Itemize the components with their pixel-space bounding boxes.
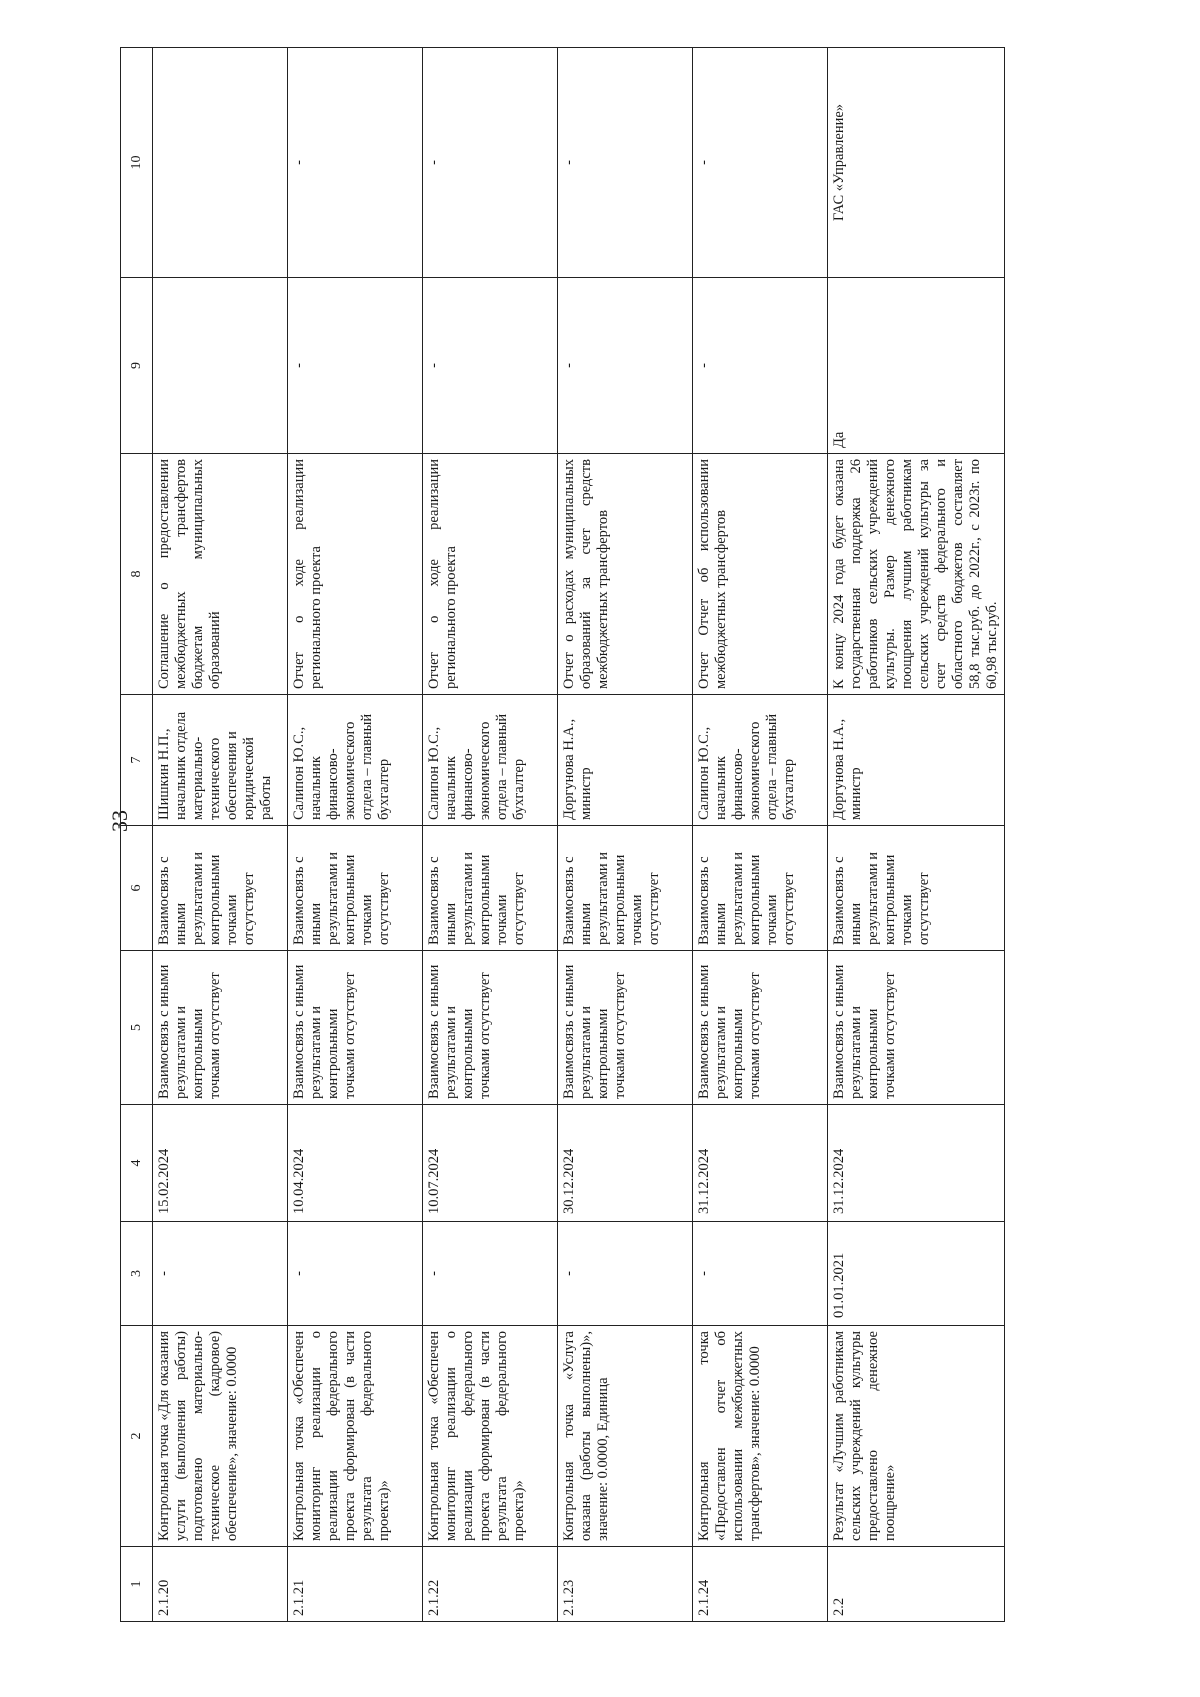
row-title: Результат «Лучшим работникам сельских учреждений культуры предоставлено денежное поощрение»: [828, 1326, 1005, 1547]
table-row: [288, 48, 423, 1622]
row-successors: Взаимосвязь с иными результатами и контрольными точками отсутствует: [558, 826, 693, 951]
row-document: Отчет о ходе реализации регионального проекта: [288, 454, 423, 695]
row-document: Отчет Отчет об использовании межбюджетных трансфертов: [693, 454, 828, 695]
row-number: 2.1.22: [423, 1547, 558, 1622]
row-successors: Взаимосвязь с иными результатами и контрольными точками отсутствует: [153, 826, 288, 951]
row-successors: Взаимосвязь с иными результатами и контрольными точками отсутствует: [423, 826, 558, 951]
row-successors: Взаимосвязь с иными результатами и контрольными точками отсутствует: [693, 826, 828, 951]
row-predecessors: Взаимосвязь с иными результатами и контрольными точками отсутствует: [288, 951, 423, 1105]
header-row: [121, 48, 153, 1622]
row-number: 2.1.21: [288, 1547, 423, 1622]
row-col10: ГАС «Управление»: [828, 48, 1005, 278]
row-col9: -: [693, 278, 828, 454]
row-base-date: -: [693, 1222, 828, 1326]
row-col9: -: [423, 278, 558, 454]
row-col10: -: [423, 48, 558, 278]
row-document: Отчет о ходе реализации регионального проекта: [423, 454, 558, 695]
row-document: К концу 2024 года будет оказана государственная поддержка 26 работников сельских учреждений культуры. Размер денежного поощрения лучшим работникам сельских учреждений культуры за счет средств федерального и областного бюджетов составляет 58,8 тыс.руб. до 2022г., с 2023г. по 60,98 тыс.руб.: [828, 454, 1005, 695]
row-title: Контрольная точка «Обеспечен мониторинг реализации о реализации федерального проекта сформирован (в части результата федерального проекта)»: [423, 1326, 558, 1547]
row-responsible: Шишкин Н.П., начальник отдела материально-технического обеспечения и юридической работы: [153, 695, 288, 826]
row-number: 2.1.24: [693, 1547, 828, 1622]
col-header-7: 7: [121, 695, 153, 826]
col-header-8: 8: [121, 454, 153, 695]
row-col9: -: [558, 278, 693, 454]
row-responsible: Салипон Ю.С., начальник финансово-экономического отдела – главный бухгалтер: [288, 695, 423, 826]
table-row: [153, 48, 288, 1622]
row-document: Соглашение о предоставлении межбюджетных трансфертов бюджетам муниципальных образований: [153, 454, 288, 695]
row-deadline: 30.12.2024: [558, 1105, 693, 1222]
row-successors: Взаимосвязь с иными результатами и контрольными точками отсутствует: [288, 826, 423, 951]
row-predecessors: Взаимосвязь с иными результатами и контрольными точками отсутствует: [153, 951, 288, 1105]
page-number: 33: [107, 810, 132, 832]
row-title: Контрольная точка «Услуга оказана (работы выполнены)», значение: 0.0000, Единица: [558, 1326, 693, 1547]
table-row: [693, 48, 828, 1622]
row-document: Отчет о расходах муниципальных образований за счет средств межбюджетных трансфертов: [558, 454, 693, 695]
row-col10: -: [288, 48, 423, 278]
row-base-date: -: [423, 1222, 558, 1326]
row-predecessors: Взаимосвязь с иными результатами и контрольными точками отсутствует: [558, 951, 693, 1105]
row-base-date: -: [288, 1222, 423, 1326]
col-header-2: 2: [121, 1326, 153, 1547]
control-points-table: [120, 47, 1005, 1622]
col-header-3: 3: [121, 1222, 153, 1326]
row-responsible: Доргунова Н.А., министр: [558, 695, 693, 826]
row-predecessors: Взаимосвязь с иными результатами и контрольными точками отсутствует: [423, 951, 558, 1105]
row-deadline: 10.04.2024: [288, 1105, 423, 1222]
row-responsible: Салипон Ю.С., начальник финансово-экономического отдела – главный бухгалтер: [423, 695, 558, 826]
col-header-9: 9: [121, 278, 153, 454]
row-title: Контрольная точка «Для оказания услуги (выполнения работы) подготовлено материально-техническое (кадровое) обеспечение», значение: 0.0000: [153, 1326, 288, 1547]
row-base-date: -: [558, 1222, 693, 1326]
row-col9: Да: [828, 278, 1005, 454]
row-base-date: -: [153, 1222, 288, 1326]
row-deadline: 31.12.2024: [693, 1105, 828, 1222]
table-row: [423, 48, 558, 1622]
row-title: Контрольная точка «Предоставлен отчет об использовании межбюджетных трансфертов», значение: 0.0000: [693, 1326, 828, 1547]
col-header-5: 5: [121, 951, 153, 1105]
col-header-10: 10: [121, 48, 153, 278]
row-number: 2.1.23: [558, 1547, 693, 1622]
row-col9: -: [288, 278, 423, 454]
row-col10: -: [693, 48, 828, 278]
row-responsible: Доргунова Н.А., министр: [828, 695, 1005, 826]
row-deadline: 31.12.2024: [828, 1105, 1005, 1222]
row-base-date: 01.01.2021: [828, 1222, 1005, 1326]
row-predecessors: Взаимосвязь с иными результатами и контрольными точками отсутствует: [693, 951, 828, 1105]
table-row: [828, 48, 1005, 1622]
row-responsible: Салипон Ю.С., начальник финансово-экономического отдела – главный бухгалтер: [693, 695, 828, 826]
row-deadline: 15.02.2024: [153, 1105, 288, 1222]
row-col10: -: [558, 48, 693, 278]
row-number: 2.2: [828, 1547, 1005, 1622]
row-col9: [153, 278, 288, 454]
rotated-table-container: [120, 48, 1000, 1622]
col-header-6: 6: [121, 826, 153, 951]
col-header-1: 1: [121, 1547, 153, 1622]
row-predecessors: Взаимосвязь с иными результатами и контрольными точками отсутствует: [828, 951, 1005, 1105]
row-col10: [153, 48, 288, 278]
row-title: Контрольная точка «Обеспечен мониторинг реализации о реализации федерального проекта сформирован (в части результата федерального проекта)»: [288, 1326, 423, 1547]
row-deadline: 10.07.2024: [423, 1105, 558, 1222]
table-row: [558, 48, 693, 1622]
row-number: 2.1.20: [153, 1547, 288, 1622]
col-header-4: 4: [121, 1105, 153, 1222]
row-successors: Взаимосвязь с иными результатами и контрольными точками отсутствует: [828, 826, 1005, 951]
